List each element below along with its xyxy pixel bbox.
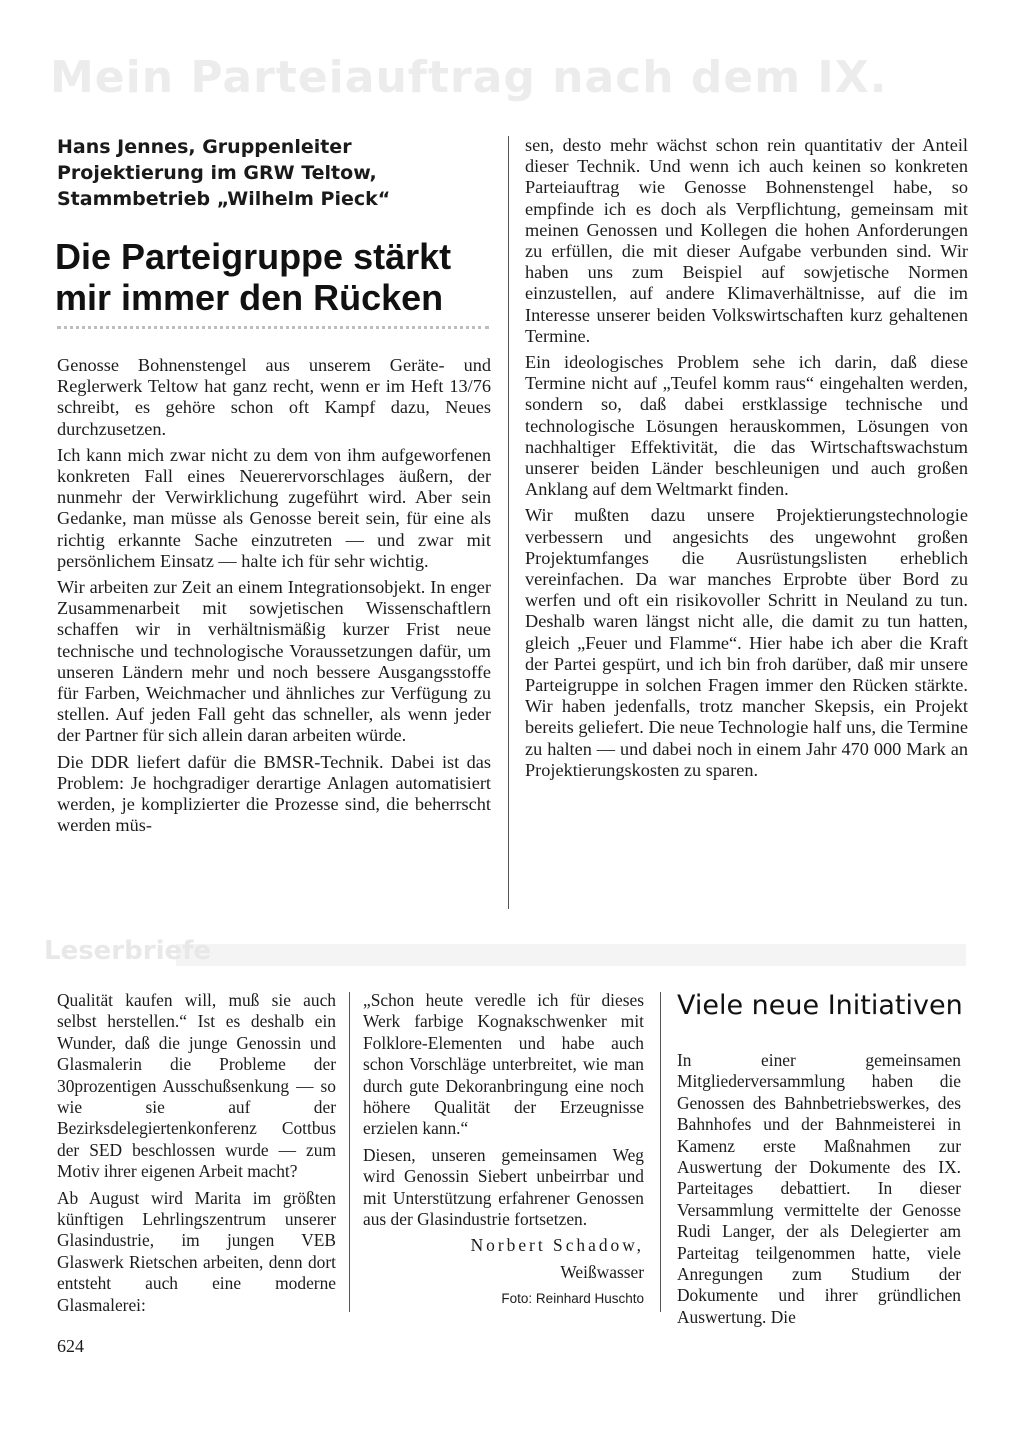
letter-column-1 [57, 990, 336, 1321]
article-headline: Die Parteigruppe stärkt mir immer den Rücken [55, 236, 452, 318]
article-paragraph: Wir arbeiten zur Zeit an einem Integrationsobjekt. In enger Zusammenarbeit mit sowjetischen Wissenschaftlern schaffen wir in verhältnismäßig kurzer Frist neue technische und technologische Voraussetzungen dafür, um unseren Ländern mehr und noch bessere Ausgangsstoffe für Farben, Weichmacher und ähnliches zur Verfügung zu stellen. Auf jeden Fall geht das schneller, als wenn jeder der Partner für sich allein daran arbeiten würde. [57, 577, 491, 746]
article-column-1 [57, 355, 491, 841]
article-paragraph: Genosse Bohnenstengel aus unserem Geräte- und Reglerwerk Teltow hat ganz recht, wenn er im Heft 13/76 schreibt, es gehöre schon oft Kampf dazu, Neues durchzusetzen. [57, 355, 491, 439]
sidebar-column [677, 1050, 961, 1333]
page-number: 624 [57, 1336, 84, 1356]
letter-column-2 [363, 990, 644, 1315]
photo-credit: Foto: Reinhard Huschto [501, 1291, 644, 1307]
section-banner [176, 944, 966, 966]
letter-signature-place: Weißwasser [560, 1261, 644, 1282]
article-byline: Hans Jennes, Gruppenleiter Projektierung im GRW Teltow, Stammbetrieb „Wilhelm Pieck“ [57, 136, 391, 210]
letter-paragraph: Diesen, unseren gemeinsamen Weg wird Genossin Siebert unbeirrbar und mit Unterstützung erfahrener Genossen aus der Glasindustrie fortsetzen. [363, 1144, 644, 1230]
faded-subsection-heading: Leserbriefe [44, 936, 212, 966]
sidebar-headline: Viele neue Initiativen [677, 990, 963, 1021]
article-paragraph: Ein ideologisches Problem sehe ich darin, daß diese Termine nicht auf „Teufel komm raus“ eingehalten werden, sondern so, daß dabei erstklassige technische und technologische Lösungen herauskommen, Lösungen von nachhaltiger Effektivität, die das Wirtschaftswachstum unserer beiden Länder beschleunigen und auch großen Anklang auf dem Weltmarkt finden. [525, 352, 968, 500]
column-divider [508, 136, 509, 909]
article-paragraph: Wir mußten dazu unsere Projektierungstechnologie verbessern und angesichts des ungewohnt großen Projektumfanges die Ausrüstungslisten erheblich vereinfachen. Da war manches Erprobte über Bord zu werfen und oft ein risikovoller Schritt in Neuland zu tun. Deshalb waren längst nicht alle, die damit zu tun hatten, gleich „Feuer und Flamme“. Hier habe ich aber die Kraft der Partei gespürt, und ich bin froh darüber, daß mir unsere Parteigruppe in solchen Fragen immer den Rücken stärkte. Wir haben jedenfalls, trotz mancher Skepsis, ein Projekt bereits geliefert. Die neue Technologie half uns, die Termine zu halten — und dabei noch in einem Jahr 470 000 Mark an Projektierungskosten zu sparen. [525, 505, 968, 780]
letter-signature-name: Norbert Schadow, [470, 1235, 644, 1256]
headline-divider [57, 326, 489, 329]
letter-paragraph: Ab August wird Marita im größten künftigen Lehrlingszentrum unserer Glasindustrie, im jungen VEB Glaswerk Rietschen arbeiten, denn dort entsteht auch eine moderne Glasmalerei: [57, 1187, 336, 1315]
article-paragraph: sen, desto mehr wächst schon rein quantitativ der Anteil dieser Technik. Und wenn ich auch keinen so konkreten Parteiauftrag wie Genosse Bohnenstengel habe, so empfinde ich es doch als Verpflichtung, gemeinsam mit meinen Genossen und Kollegen die hohen Anforderungen zu erfüllen, die mit dieser Aufgabe verbunden sind. Wir haben uns zum Beispiel auf sowjetische Normen einzustellen, auf andere Klimaverhältnisse, auf die im Interesse unserer beiden Volkswirtschaften kurz gehaltenen Termine. [525, 135, 968, 346]
article-column-2 [525, 135, 968, 786]
letter-paragraph: „Schon heute veredle ich für dieses Werk farbige Kognakschwenker mit Folklore-Elementen und habe auch schon Vorschläge unterbreitet, wie man durch gute Dekoranbringung eine noch höhere Qualität der Erzeugnisse erzielen kann.“ [363, 990, 644, 1139]
letter-paragraph: Qualität kaufen will, muß sie auch selbst herstellen.“ Ist es deshalb ein Wunder, daß die junge Genossin und Glasmalerin die Probleme der 30prozentigen Ausschußsenkung — so wie sie auf der Bezirksdelegiertenkonferenz Cottbus der SED beschlossen wurde — zum Motiv ihrer eigenen Arbeit macht? [57, 990, 336, 1182]
column-divider [660, 992, 661, 1312]
article-paragraph: Ich kann mich zwar nicht zu dem von ihm aufgeworfenen konkreten Fall eines Neuerervorschlages äußern, der nunmehr der Verwirklichung zugeführt wird. Aber sein Gedanke, man müsse als Genosse bereit sein, für eine als richtig erkannte Sache einzutreten — und zwar mit persönlichem Einsatz — halte ich für sehr wichtig. [57, 444, 491, 571]
column-divider [349, 992, 350, 1312]
article-paragraph: Die DDR liefert dafür die BMSR-Technik. Dabei ist das Problem: Je hochgradiger derartige Anlagen automatisiert werden, je komplizierter die Prozesse sind, die beherrscht werden müs- [57, 751, 491, 836]
faded-section-heading: Mein Parteiauftrag nach dem IX. [50, 52, 888, 103]
sidebar-paragraph: In einer gemeinsamen Mitgliederversammlung haben die Genossen des Bahnbetriebswerkes, des Bahnhofes und der Bahnmeisterei in Kamenz erste Maßnahmen zur Auswertung der Dokumente des IX. Parteitages debattiert. In dieser Versammlung vermittelte der Genosse Rudi Langer, der als Delegierter am Parteitag teilgenommen hatte, viele Anregungen zum Studium der Dokumente und ihrer gründlichen Auswertung. Die [677, 1050, 961, 1327]
